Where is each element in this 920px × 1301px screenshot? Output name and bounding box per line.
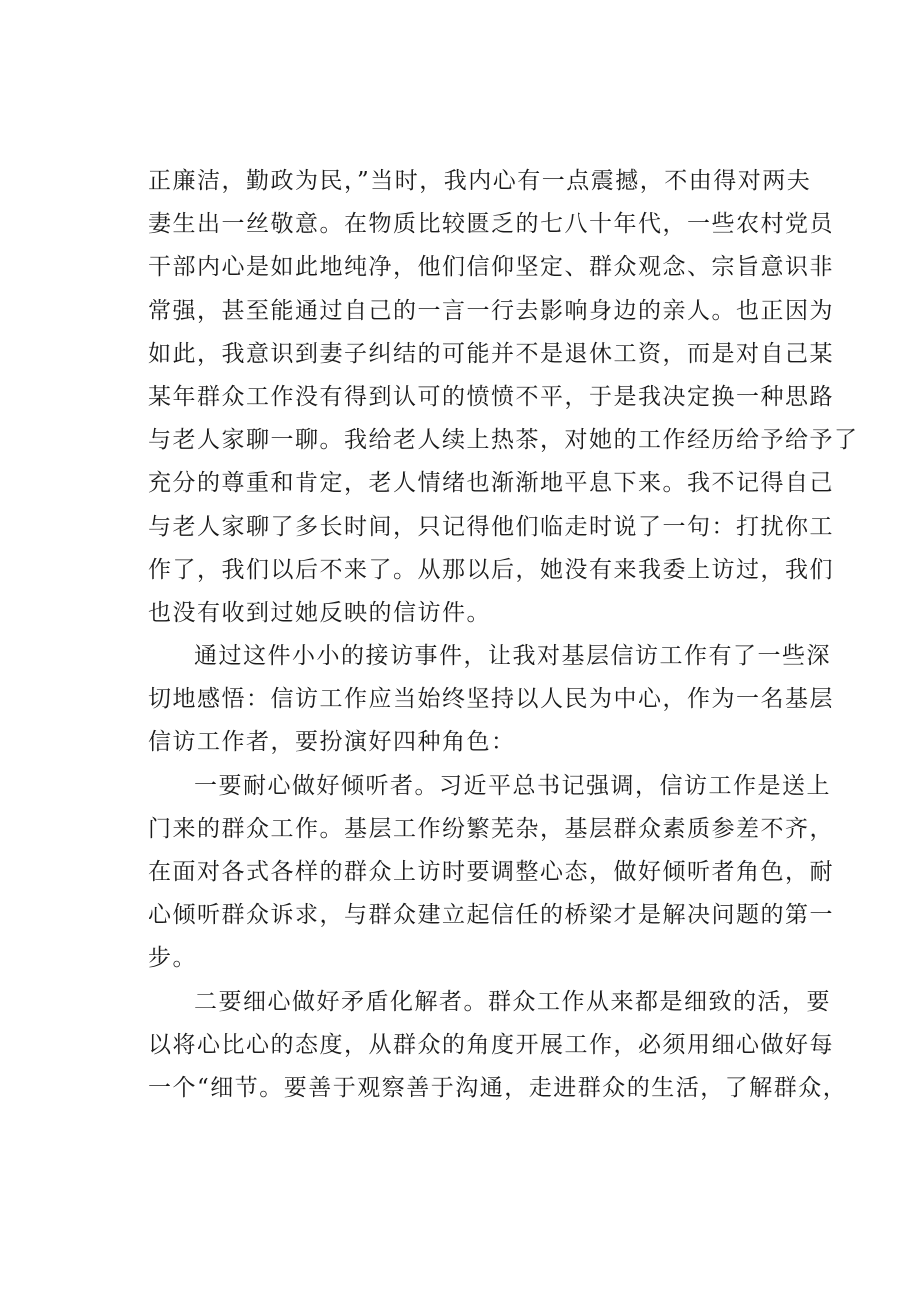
text-line: 如此，我意识到妻子纠结的可能并不是退休工资，而是对自己某 <box>148 340 834 367</box>
text-line: 以将心比心的态度，从群众的角度开展工作，必须用细心做好每 <box>148 1031 834 1058</box>
paragraph-start-line: 二要细心做好矛盾化解者。群众工作从来都是细致的活，要 <box>194 988 831 1015</box>
text-line: 作了，我们以后不来了。从那以后，她没有来我委上访过，我们 <box>148 556 834 583</box>
text-line: 常强，甚至能通过自己的一言一行去影响身边的亲人。也正因为 <box>148 297 834 324</box>
text-line: 门来的群众工作。基层工作纷繁芜杂，基层群众素质参差不齐， <box>148 815 834 842</box>
text-line: 妻生出一丝敬意。在物质比较匮乏的七八十年代，一些农村党员 <box>148 211 834 238</box>
text-line: 切地感悟：信访工作应当始终坚持以人民为中心，作为一名基层 <box>148 686 834 713</box>
text-line: 正廉洁，勤政为民，”当时，我内心有一点震撼，不由得对两夫 <box>148 168 812 194</box>
text-line: 与老人家聊一聊。我给老人续上热茶，对她的工作经历给予给予了 <box>148 427 859 454</box>
text-line: 干部内心是如此地纯净，他们信仰坚定、群众观念、宗旨意识非 <box>148 254 834 281</box>
text-line: 充分的尊重和肯定，老人情绪也渐渐地平息下来。我不记得自己 <box>148 470 834 497</box>
text-line: 在面对各式各样的群众上访时要调整心态，做好倾听者角色，耐 <box>148 859 834 885</box>
text-line: 一个“细节。要善于观察善于沟通，走进群众的生活，了解群众， <box>148 1074 848 1101</box>
document-body <box>148 160 859 1110</box>
text-line: 也没有收到过她反映的信访件。 <box>148 599 491 626</box>
text-line: 某年群众工作没有得到认可的愤愤不平，于是我决定换一种思路 <box>148 383 834 410</box>
text-line: 步。 <box>148 945 197 972</box>
text-line: 与老人家聊了多长时间，只记得他们临走时说了一句：打扰你工 <box>148 513 834 540</box>
paragraph-start-line: 一要耐心做好倾听者。习近平总书记强调，信访工作是送上 <box>194 772 831 799</box>
paragraph-start-line: 通过这件小小的接访事件，让我对基层信访工作有了一些深 <box>194 643 831 670</box>
text-line: 信访工作者，要扮演好四种角色： <box>148 729 516 756</box>
text-line: 心倾听群众诉求，与群众建立起信任的桥梁才是解决问题的第一 <box>148 902 834 929</box>
